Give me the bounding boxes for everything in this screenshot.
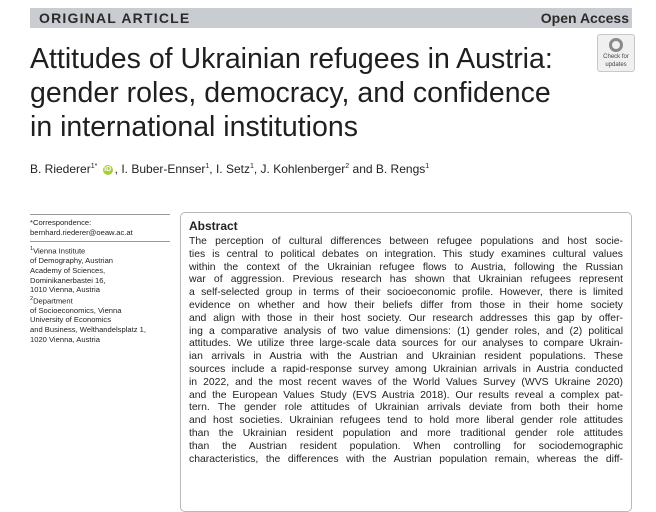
affiliation-line: of Socioeconomics, Vienna (30, 305, 122, 315)
abstract-line: ing a comparative analysis of two value dimensions: (1) gender roles, and (2) political (189, 325, 623, 337)
affiliation-line: Department (33, 296, 73, 306)
open-access-label: Open Access (540, 10, 629, 26)
correspondence-label: *Correspondence: (30, 218, 92, 227)
author-affiliation-marker: 1 (425, 163, 430, 170)
author-affiliation-marker: 1* (90, 163, 98, 170)
affiliation-line: University of Economics (30, 315, 112, 325)
author-name[interactable]: , I. Setz (209, 162, 250, 176)
orcid-icon[interactable]: iD (104, 165, 112, 173)
correspondence-sidebar (30, 214, 170, 344)
author-name[interactable]: B. Riederer (30, 162, 91, 176)
abstract-line: The perception of cultural differences between refugee populations and host socie- (189, 236, 623, 247)
article-header-bar (30, 8, 632, 28)
abstract-heading: Abstract (189, 219, 238, 233)
abstract-line: and the European Values Study (EVS Austria 2018). Our results reveal a complex pat- (189, 389, 623, 401)
abstract-line: war of aggression. Previous research has shown that Ukrainian refugees represent (189, 274, 623, 286)
abstract-line: and align with those in their host society. Our research addresses this gap by offer- (189, 312, 623, 324)
abstract-line: characteristics, the differences with the Austrian population remain, whereas the diff- (189, 453, 623, 465)
abstract-line: attitudes. We utilize three large-scale data sources for our analyses to compare Ukrain- (189, 338, 623, 350)
affiliation-line: and Business, Welthandelsplatz 1, (30, 325, 146, 334)
author-affiliation-marker: 1 (205, 163, 210, 170)
title-line: Attitudes of Ukrainian refugees in Austria: (30, 43, 553, 75)
abstract-line: within the context of the Ukrainian refugee flows to Austria, following the Russian (189, 261, 623, 273)
affiliation-line: Academy of Sciences, (30, 265, 106, 275)
affiliation-number: 2 (30, 295, 34, 302)
sidebar-divider (30, 214, 170, 215)
abstract-line: and host societies. Ukrainian refugees tend to hold more liberal gender role attitudes (189, 415, 623, 427)
affiliation-2 (30, 295, 170, 306)
author-affiliation-marker: 2 (345, 163, 350, 170)
affiliation-line: Dominikanerbastei 16, (30, 275, 106, 285)
correspondence-email[interactable]: bernhard.riederer@oeaw.ac.at (30, 227, 133, 237)
abstract-line: ian arrivals in Austria with the Austrian and Ukrainian resident populations. These (189, 351, 623, 363)
abstract-line: evidence on whether and how their beliefs differ from those in their home society (189, 299, 623, 311)
author-affiliation-marker: 1 (249, 163, 254, 170)
affiliation-number: 1 (30, 246, 34, 253)
affiliation-line: 1010 Vienna, Austria (30, 285, 100, 295)
abstract-line: than the Ukrainian resident population and more traditional gender role attitudes (189, 427, 623, 439)
title-line: gender roles, democracy, and confidence (30, 77, 551, 109)
abstract-line: tern. The gender role attitudes of Ukrainian arrivals deviate from both their home (189, 402, 623, 414)
check-for-updates-button[interactable] (597, 34, 635, 72)
abstract-line: than the Austrian resident population. When controlling for sociodemographic (189, 440, 623, 452)
author-name[interactable]: , J. Kohlenberger (253, 162, 346, 176)
update-check-icon (609, 38, 623, 52)
sidebar-divider (30, 241, 170, 242)
article-title (30, 42, 590, 144)
badge-text-line1: Check for (603, 54, 629, 60)
abstract-line: sources include a rapid-response survey among Ukrainian arrivals in Austria conducted (189, 363, 623, 375)
affiliation-line: of Demography, Austrian (30, 256, 114, 266)
author-list (30, 162, 429, 176)
abstract-line: ties is central to political debates on integration. This study examines cultural values (189, 248, 623, 260)
abstract-line: in 2022, and the most recent waves of the World Values Survey (WVS Ukraine 2020) (189, 376, 623, 388)
title-line: in international institutions (30, 111, 358, 143)
author-name[interactable]: and B. Rengs (349, 162, 426, 176)
affiliation-line: 1020 Vienna, Austria (30, 334, 100, 344)
affiliation-line: Vienna Institute (33, 246, 86, 256)
affiliation-1 (30, 245, 170, 256)
abstract-line: a self-selected group in terms of their socioeconomic profile. However, there is limited (189, 287, 623, 299)
abstract-box (180, 212, 632, 512)
author-name[interactable]: , I. Buber-Ennser (114, 162, 206, 176)
article-type-label: ORIGINAL ARTICLE (39, 10, 191, 26)
badge-text-line2: updates (605, 62, 627, 68)
